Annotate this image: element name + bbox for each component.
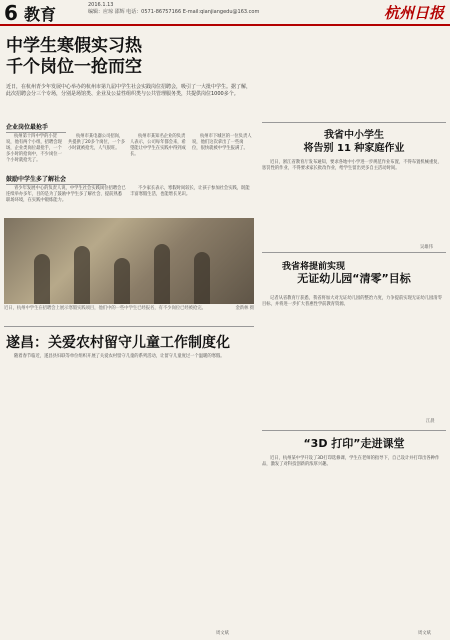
lead-col-2-text: 杭州市某电器公司招岗，共提供了20多个岗位，一个多小时就被抢光，人气很旺。 xyxy=(68,134,126,151)
lead-headline xyxy=(6,36,246,78)
suichang-byline: 周文斌 xyxy=(216,631,229,636)
homework-headline-line2: 将告别 11 种家庭作业 xyxy=(303,143,405,154)
suichang-body xyxy=(6,354,252,362)
homework-body xyxy=(262,160,446,174)
paper-name-logo: 杭州日报 xyxy=(383,4,444,22)
3d-printing-headline: “3D 打印”走进课堂 xyxy=(303,437,405,450)
news-photo xyxy=(4,218,254,304)
masthead xyxy=(0,0,450,26)
lead-col-4-text: 杭州市下城区的一位负责人说，他们这次拿出了一些岗位，很快就被中学生报满了。 xyxy=(192,134,252,151)
lead-col-3-text: 杭州市某知名企业的负责人表示，公司每年都会来，希望能让中学生在实践中得到成长。 xyxy=(130,134,186,157)
lead-col-3 xyxy=(130,134,188,160)
suichang-headline: 遂昌：关爱农村留守儿童工作制度化 xyxy=(6,335,230,351)
lead-col-1 xyxy=(6,134,64,166)
photo-figure xyxy=(74,246,90,304)
photo-figure xyxy=(154,244,170,304)
editor-contact: 编辑：应琼 邵辉 电话：0571-86757166 E-mail:qianjiangedu@163.com xyxy=(88,9,260,15)
lead-col-1-text: 杭州第十四中学的小贺说，他有两个小组，招聘会现场，企业类岗位最抢手，一个多小时的抢岗中，不少岗位一个小时就抢光了。 xyxy=(6,134,62,163)
3d-printing-article xyxy=(262,430,446,450)
lead-headline-line1: 中学生寒假实习热 xyxy=(6,36,142,56)
homework-body-text: 近日，浙江省教育厅发布通知，要求各地中小学进一步规范作业布置，不得布置机械重复、惩罚性的作业，不得要求家长批改作业，给学生留出更多自主活动时间。 xyxy=(262,160,442,171)
masthead-meta xyxy=(88,2,259,16)
lead-headline-line2: 千个岗位一抢而空 xyxy=(6,57,142,77)
kindergarten-byline: 江晨 xyxy=(426,419,435,424)
photo-caption xyxy=(4,306,254,312)
subhead-society: 鼓励中学生多了解社会 xyxy=(6,174,106,185)
lead-col-5-text: 青少年发展中心的负责人说，中学生社会实践岗位招聘会已连续举办多年，目的是为了鼓励中学生多了解社会、提前熟悉职场环境，在实践中锻炼能力。 xyxy=(6,186,126,203)
photo-figure xyxy=(194,252,210,304)
lead-col-5 xyxy=(6,186,126,206)
issue-date: 2016.1.13 xyxy=(88,2,114,8)
3d-printing-body xyxy=(262,456,446,470)
homework-byline: 吴雄伟 xyxy=(420,245,433,250)
kindergarten-body xyxy=(262,296,446,310)
section-title: 教育 xyxy=(24,5,57,24)
photo-credit: 金新林 摄 xyxy=(235,306,254,311)
photo-figure xyxy=(34,254,50,304)
suichang-body-text: 随着春节临近，遂昌县妇联等单位组织开展了关爱农村留守儿童的系列活动，让留守儿童度过一个温暖的寒假。 xyxy=(14,354,225,359)
lead-col-2 xyxy=(68,134,126,154)
divider xyxy=(4,326,254,327)
lead-col-6 xyxy=(130,186,252,200)
3d-printing-body-text: 近日，杭州某中学开设了3D打印选修课，学生在老师的指导下，自己设计并打印出各种作品，激发了对科技创新的浓厚兴趣。 xyxy=(262,456,440,467)
3d-printing-byline: 周文斌 xyxy=(418,631,431,636)
kindergarten-headline-line2: 无证幼儿园“清零”目标 xyxy=(297,272,411,285)
kindergarten-body-text: 记者从省教育厅获悉，我省将加大对无证幼儿园的整治力度，力争提前实现无证幼儿园清零目标，并将进一步扩大普惠性学前教育资源。 xyxy=(262,296,442,307)
page-number: 6 xyxy=(4,1,18,25)
kindergarten-article xyxy=(262,252,446,285)
homework-article xyxy=(262,122,446,155)
lead-col-4 xyxy=(192,134,252,154)
subhead-enterprise: 企业岗位最抢手 xyxy=(6,122,66,133)
homework-headline-line1: 我省中小学生 xyxy=(324,130,384,141)
lead-intro: 近日，在杭州青少年发展中心举办的杭州市第九届中学生社会实践岗位招聘会，吸引了一大批中学生。据了解，此次招聘会分三个专场，分别是场馆类、企业及公益性组织类与公共管理服务类，共提供岗位1000多个。 xyxy=(6,84,252,97)
photo-figure xyxy=(114,258,130,304)
photo-caption-text: 近日，杭州中学生在招聘会上展示寒假实践项目，他们中的一些中学生已经报名，有不少岗位已经被抢完。 xyxy=(4,306,206,311)
kindergarten-headline-line1: 我省将提前实现 xyxy=(282,262,346,272)
lead-col-6-text: 不少家长表示，寒假时间较长，让孩子参加社会实践，既能丰富寒假生活，也能增长见识。 xyxy=(130,186,250,197)
